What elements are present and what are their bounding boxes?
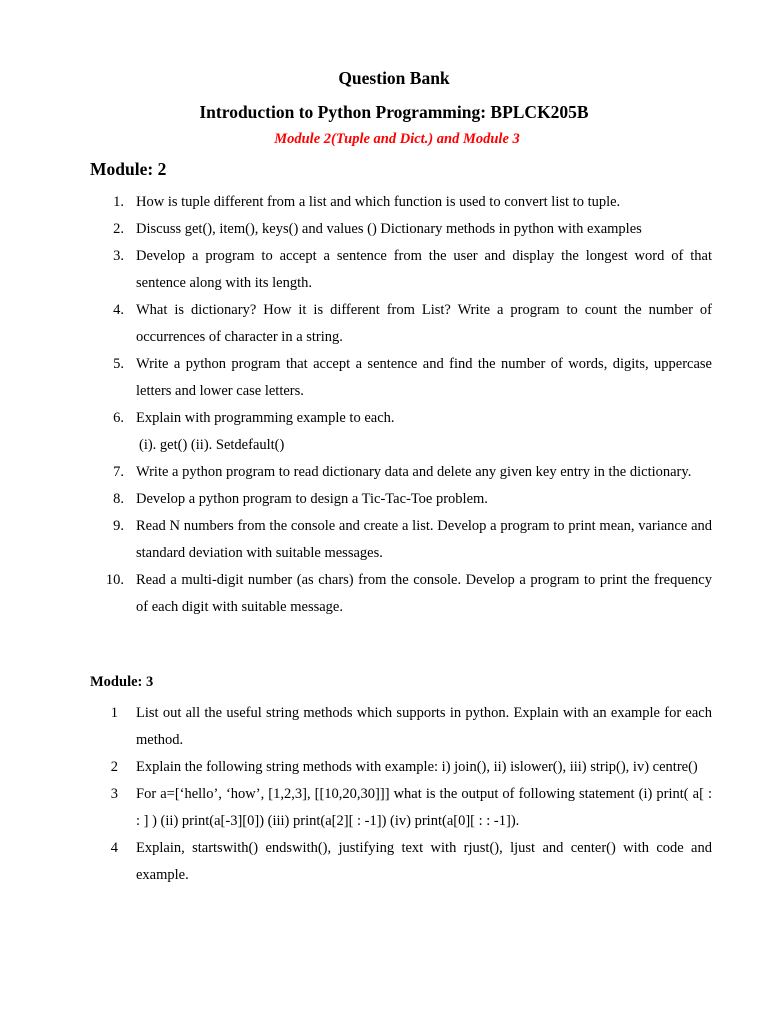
question-text: What is dictionary? How it is different from List? Write a program to count the number of occurrences of character in a string. xyxy=(136,302,712,345)
question-number: 5. xyxy=(113,356,124,372)
question-item xyxy=(0,835,712,889)
question-text: Read N numbers from the console and create a list. Develop a program to print mean, variance and standard deviation with suitable messages. xyxy=(136,518,712,561)
question-item xyxy=(0,243,712,297)
question-number: 7. xyxy=(113,464,124,480)
question-text: Write a python program to read dictionary data and delete any given key entry in the dictionary. xyxy=(136,464,692,480)
module-subtitle: Module 2(Tuple and Dict.) and Module 3 xyxy=(274,131,520,147)
question-text: How is tuple different from a list and which function is used to convert list to tuple. xyxy=(136,194,621,210)
module-2-question-list xyxy=(0,189,768,621)
question-text: Explain with programming example to each. xyxy=(136,410,395,426)
question-item xyxy=(0,567,712,621)
question-text: List out all the useful string methods which supports in python. Explain with an example for each method. xyxy=(136,705,712,748)
module-3-heading: Module: 3 xyxy=(90,674,154,690)
question-item xyxy=(0,351,712,405)
question-item xyxy=(0,754,712,781)
question-number: 4. xyxy=(113,302,124,318)
question-item xyxy=(0,486,712,513)
question-number: 10. xyxy=(105,572,124,588)
question-subparts: (i). get() (ii). Setdefault() xyxy=(139,437,285,453)
question-item xyxy=(0,297,712,351)
module-3-question-list xyxy=(0,700,768,889)
question-item xyxy=(0,405,712,459)
course-title: Introduction to Python Programming: BPLCK205B xyxy=(199,102,589,122)
document-title: Question Bank xyxy=(338,68,450,88)
question-number: 1 xyxy=(110,705,118,721)
question-text: Explain, startswith() endswith(), justifying text with rjust(), ljust and center() with code and example. xyxy=(136,840,712,883)
question-number: 3. xyxy=(113,248,124,264)
question-number: 2. xyxy=(113,221,124,237)
question-text: Read a multi-digit number (as chars) from the console. Develop a program to print the frequency of each digit with suitable message. xyxy=(136,572,712,615)
question-number: 6. xyxy=(113,410,124,426)
question-item xyxy=(0,781,712,835)
question-text: Write a python program that accept a sentence and find the number of words, digits, uppercase letters and lower case letters. xyxy=(136,356,712,399)
question-number: 8. xyxy=(113,491,124,507)
question-text: Develop a python program to design a Tic-Tac-Toe problem. xyxy=(136,491,488,507)
question-number: 3 xyxy=(110,786,118,802)
question-item xyxy=(0,216,712,243)
question-number: 4 xyxy=(110,840,118,856)
question-text: Explain the following string methods with example: i) join(), ii) islower(), iii) strip(), iv) centre() xyxy=(136,759,698,775)
question-text: For a=[‘hello’, ‘how’, [1,2,3], [[10,20,30]]] what is the output of following statement (i) print( a[ : : ] ) (ii) print(a[-3][0]) (iii) print(a[2][ : -1]) (iv) print(a[0][ : : -1]). xyxy=(136,786,712,829)
question-item xyxy=(0,459,712,486)
question-number: 1. xyxy=(113,194,124,210)
question-item xyxy=(0,189,712,216)
question-text: Develop a program to accept a sentence from the user and display the longest word of that sentence along with its length. xyxy=(136,248,712,291)
question-number: 2 xyxy=(110,759,118,775)
question-number: 9. xyxy=(113,518,124,534)
module-2-heading: Module: 2 xyxy=(90,159,167,179)
question-item xyxy=(0,513,712,567)
question-item xyxy=(0,700,712,754)
question-text: Discuss get(), item(), keys() and values () Dictionary methods in python with examples xyxy=(136,221,642,237)
